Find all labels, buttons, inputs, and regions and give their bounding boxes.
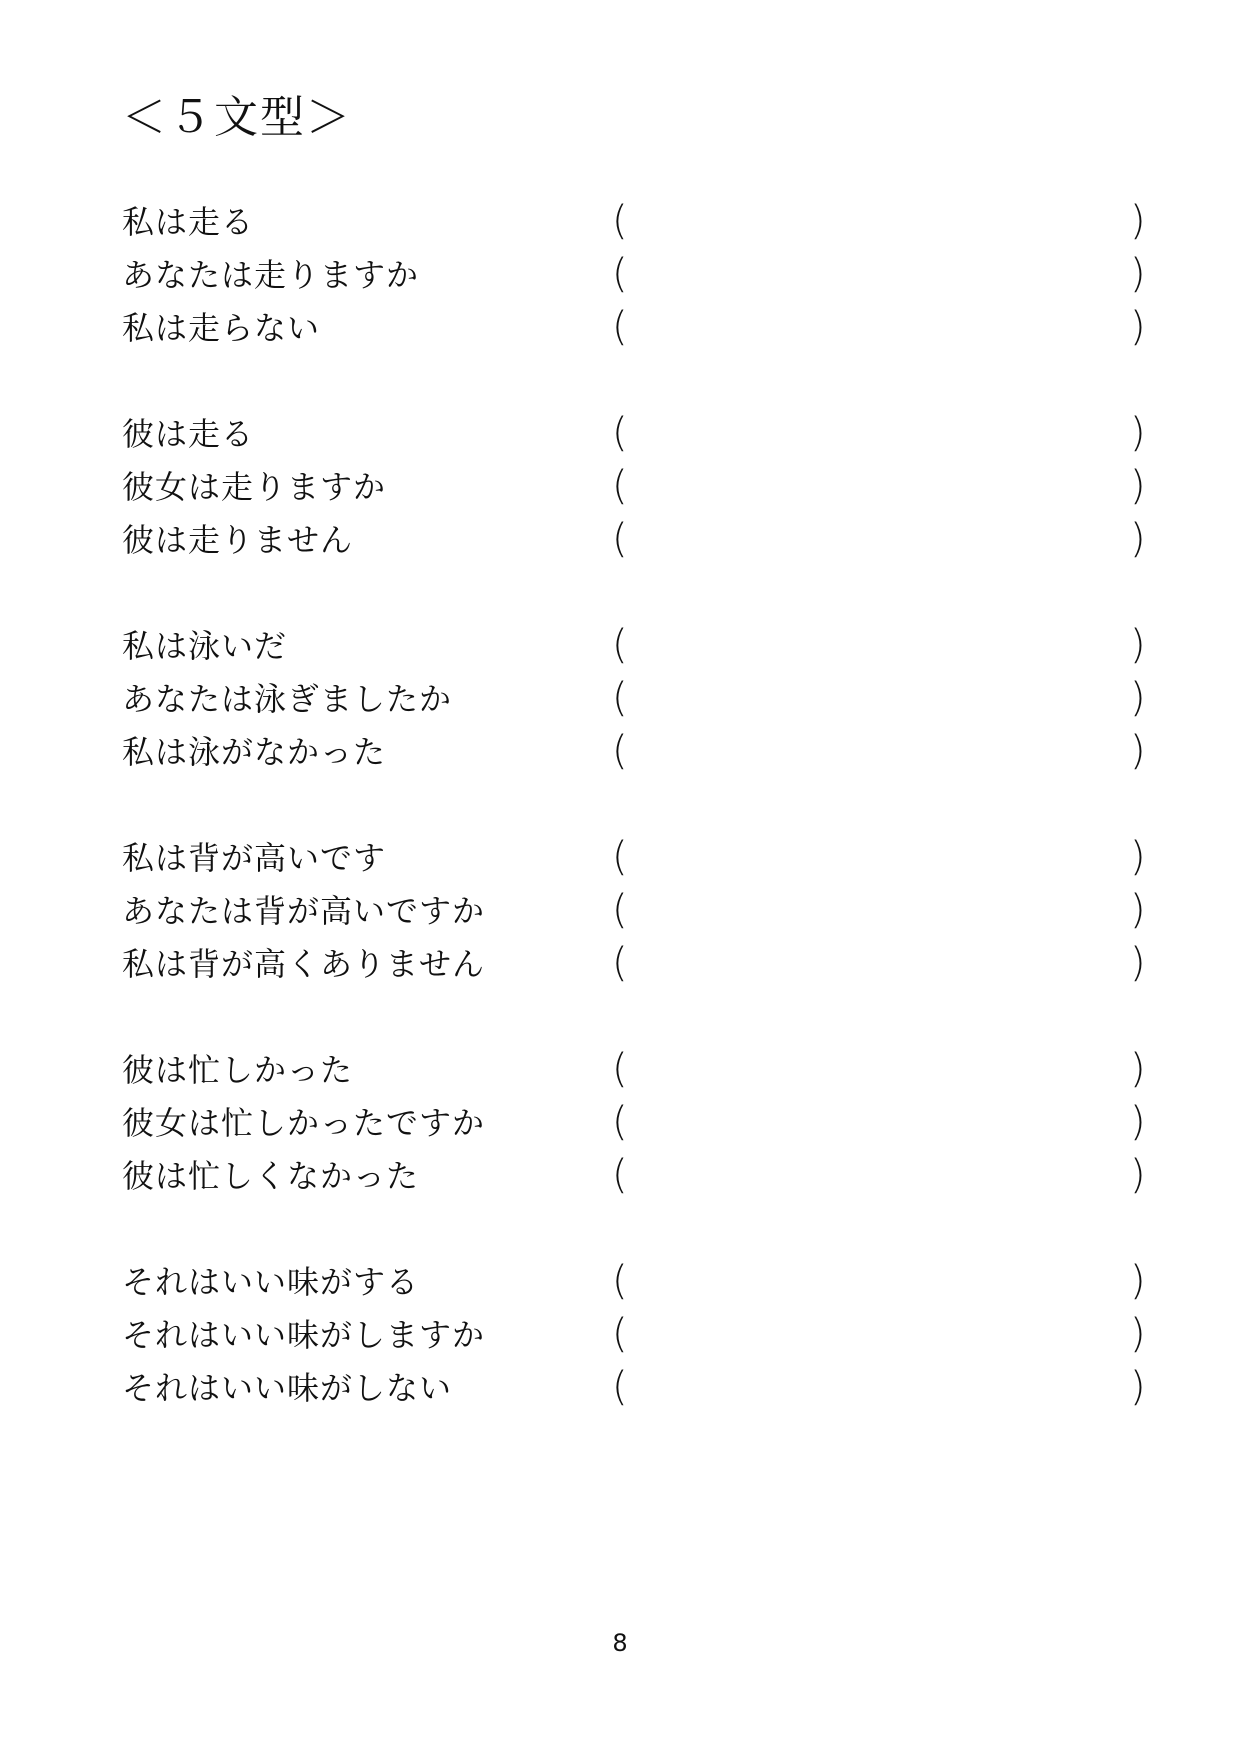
answer-paren-close: ) bbox=[1130, 304, 1146, 350]
answer-paren-close: ) bbox=[1130, 1152, 1146, 1198]
exercise-row bbox=[0, 1362, 1240, 1414]
answer-paren-close: ) bbox=[1130, 198, 1146, 244]
answer-paren-close: ) bbox=[1130, 1258, 1146, 1304]
answer-paren-close: ) bbox=[1130, 1099, 1146, 1145]
answer-blank[interactable] bbox=[640, 1315, 1120, 1355]
answer-paren-close: ) bbox=[1130, 251, 1146, 297]
exercise-sentence: それはいい味がしますか bbox=[122, 1316, 486, 1354]
exercise-row bbox=[0, 514, 1240, 566]
answer-blank[interactable] bbox=[640, 520, 1120, 560]
answer-paren-open: ( bbox=[612, 834, 628, 880]
answer-paren-close: ) bbox=[1130, 463, 1146, 509]
answer-paren-open: ( bbox=[612, 1099, 628, 1145]
answer-blank[interactable] bbox=[640, 255, 1120, 295]
answer-paren-close: ) bbox=[1130, 1311, 1146, 1357]
answer-blank[interactable] bbox=[640, 838, 1120, 878]
exercise-sentence: 彼は忙しかった bbox=[122, 1051, 354, 1089]
answer-blank[interactable] bbox=[640, 944, 1120, 984]
answer-paren-open: ( bbox=[612, 516, 628, 562]
exercise-sentence: 彼は忙しくなかった bbox=[122, 1157, 420, 1195]
answer-paren-open: ( bbox=[612, 198, 628, 244]
answer-blank[interactable] bbox=[640, 626, 1120, 666]
exercise-row bbox=[0, 832, 1240, 884]
answer-blank[interactable] bbox=[640, 1103, 1120, 1143]
answer-blank[interactable] bbox=[640, 679, 1120, 719]
answer-blank[interactable] bbox=[640, 202, 1120, 242]
exercise-row bbox=[0, 1256, 1240, 1308]
answer-blank[interactable] bbox=[640, 1262, 1120, 1302]
exercise-row bbox=[0, 885, 1240, 937]
exercise-row bbox=[0, 408, 1240, 460]
exercise-row bbox=[0, 1309, 1240, 1361]
answer-paren-open: ( bbox=[612, 410, 628, 456]
exercise-row bbox=[0, 726, 1240, 778]
exercise-sentence: 私は走らない bbox=[122, 309, 321, 347]
exercise-row bbox=[0, 1150, 1240, 1202]
exercise-sentence: 彼女は忙しかったですか bbox=[122, 1104, 486, 1142]
answer-paren-close: ) bbox=[1130, 516, 1146, 562]
answer-blank[interactable] bbox=[640, 1050, 1120, 1090]
answer-paren-close: ) bbox=[1130, 728, 1146, 774]
exercise-sentence: それはいい味がしない bbox=[122, 1369, 453, 1407]
exercise-row bbox=[0, 302, 1240, 354]
answer-paren-open: ( bbox=[612, 940, 628, 986]
answer-paren-close: ) bbox=[1130, 675, 1146, 721]
exercise-sentence: あなたは走りますか bbox=[122, 256, 420, 294]
exercise-sentence: 私は走る bbox=[122, 203, 255, 241]
answer-paren-open: ( bbox=[612, 1311, 628, 1357]
answer-paren-open: ( bbox=[612, 622, 628, 668]
answer-paren-open: ( bbox=[612, 251, 628, 297]
exercise-sentence: 彼は走る bbox=[122, 415, 255, 453]
answer-paren-open: ( bbox=[612, 1046, 628, 1092]
answer-paren-open: ( bbox=[612, 463, 628, 509]
exercise-sentence: 彼女は走りますか bbox=[122, 468, 387, 506]
answer-paren-close: ) bbox=[1130, 622, 1146, 668]
exercise-row bbox=[0, 938, 1240, 990]
answer-paren-close: ) bbox=[1130, 834, 1146, 880]
exercise-row bbox=[0, 461, 1240, 513]
page-number: 8 bbox=[612, 1629, 628, 1657]
answer-paren-open: ( bbox=[612, 1152, 628, 1198]
answer-blank[interactable] bbox=[640, 308, 1120, 348]
answer-paren-close: ) bbox=[1130, 887, 1146, 933]
answer-paren-open: ( bbox=[612, 1364, 628, 1410]
exercise-row bbox=[0, 673, 1240, 725]
exercise-sentence: あなたは背が高いですか bbox=[122, 892, 486, 930]
answer-paren-close: ) bbox=[1130, 1364, 1146, 1410]
answer-blank[interactable] bbox=[640, 1156, 1120, 1196]
exercise-sentence: 私は泳がなかった bbox=[122, 733, 387, 771]
answer-paren-open: ( bbox=[612, 304, 628, 350]
answer-blank[interactable] bbox=[640, 467, 1120, 507]
answer-blank[interactable] bbox=[640, 732, 1120, 772]
exercise-sentence: 私は背が高くありません bbox=[122, 945, 486, 983]
exercise-sentence: それはいい味がする bbox=[122, 1263, 420, 1301]
answer-paren-open: ( bbox=[612, 887, 628, 933]
answer-paren-close: ) bbox=[1130, 410, 1146, 456]
answer-paren-close: ) bbox=[1130, 1046, 1146, 1092]
exercise-sentence: あなたは泳ぎましたか bbox=[122, 680, 453, 718]
exercise-row bbox=[0, 196, 1240, 248]
answer-paren-open: ( bbox=[612, 675, 628, 721]
exercise-sentence: 私は背が高いです bbox=[122, 839, 387, 877]
exercise-sentence: 私は泳いだ bbox=[122, 627, 288, 665]
exercise-row bbox=[0, 249, 1240, 301]
exercise-row bbox=[0, 1097, 1240, 1149]
exercise-row bbox=[0, 620, 1240, 672]
answer-blank[interactable] bbox=[640, 1368, 1120, 1408]
exercise-sentence: 彼は走りません bbox=[122, 521, 354, 559]
answer-blank[interactable] bbox=[640, 414, 1120, 454]
exercise-row bbox=[0, 1044, 1240, 1096]
answer-paren-close: ) bbox=[1130, 940, 1146, 986]
page-title: ＜５文型＞ bbox=[122, 92, 352, 143]
answer-paren-open: ( bbox=[612, 728, 628, 774]
answer-paren-open: ( bbox=[612, 1258, 628, 1304]
answer-blank[interactable] bbox=[640, 891, 1120, 931]
